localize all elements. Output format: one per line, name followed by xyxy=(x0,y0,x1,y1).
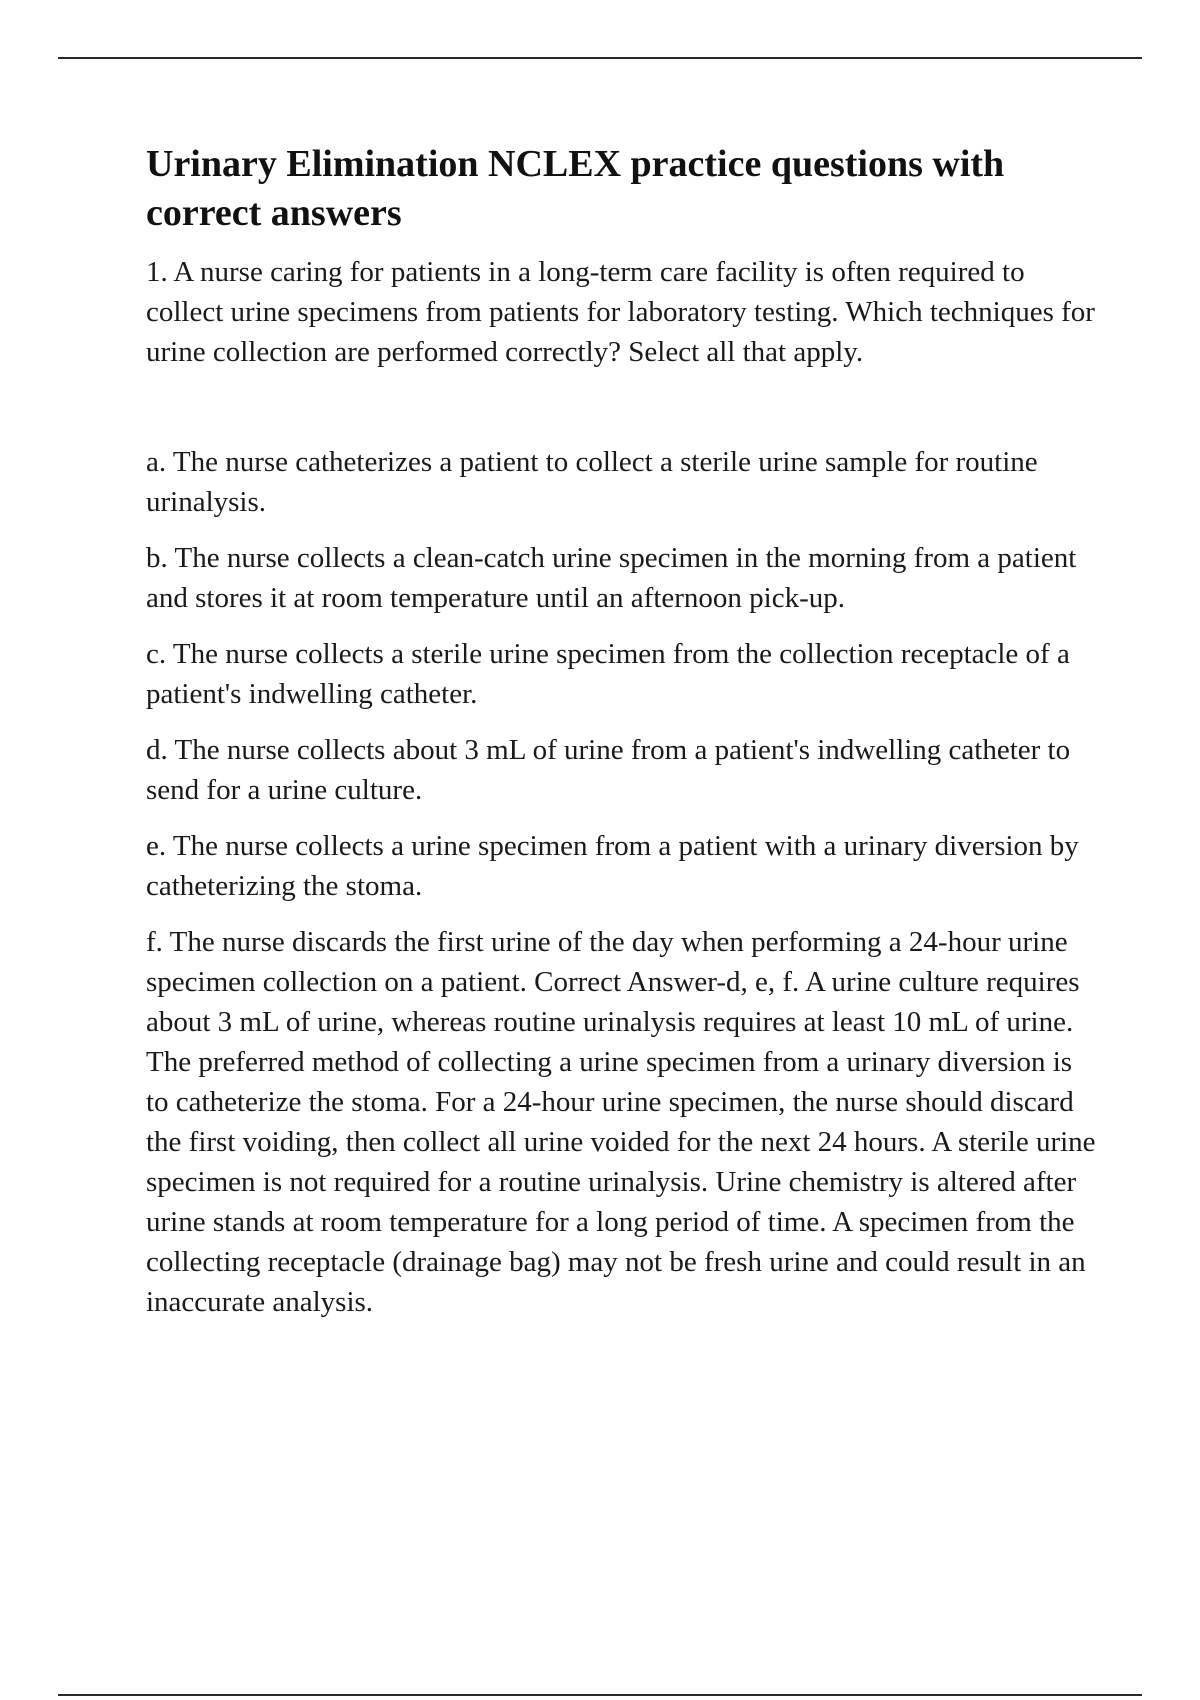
option-text: The nurse discards the first urine of the day when performing a 24-hour urine specimen collection on a patient. Correct Answer-d, e, f. A urine culture requires about 3 mL of urine, whereas routine urinalysis requires at least 10 mL of urine. The preferred method of collecting a urine specimen from a urinary diversion is to catheterize the stoma. For a 24-hour urine specimen, the nurse should discard the first voiding, then collect all urine voided for the next 24 hours. A sterile urine specimen is not required for a routine urinalysis. Urine chemistry is altered after urine stands at room temperature for a long period of time. A specimen from the collecting receptacle (drainage bag) may not be fresh urine and could result in an inaccurate analysis. xyxy=(146,926,1096,1318)
option-a xyxy=(146,442,1096,522)
option-d xyxy=(146,730,1096,810)
question-text: A nurse caring for patients in a long-term care facility is often required to collect urine specimens from patients for laboratory testing. Which techniques for urine collection are performed correctly? Select all that apply. xyxy=(146,256,1095,368)
option-letter: e. xyxy=(146,830,167,862)
option-text: The nurse collects a urine specimen from a patient with a urinary diversion by catheterizing the stoma. xyxy=(146,830,1079,902)
question-number: 1. xyxy=(146,256,168,288)
option-letter: c. xyxy=(146,638,167,670)
document-body xyxy=(146,140,1096,1338)
option-text: The nurse catheterizes a patient to collect a sterile urine sample for routine urinalysis. xyxy=(146,446,1038,518)
option-c xyxy=(146,634,1096,714)
option-letter: f. xyxy=(146,926,163,958)
question-1 xyxy=(146,252,1096,372)
option-text: The nurse collects a sterile urine specimen from the collection receptacle of a patient's indwelling catheter. xyxy=(146,638,1070,710)
option-text: The nurse collects a clean-catch urine specimen in the morning from a patient and stores it at room temperature until an afternoon pick-up. xyxy=(146,542,1077,614)
bottom-divider xyxy=(58,1694,1142,1696)
option-letter: b. xyxy=(146,542,168,574)
option-b xyxy=(146,538,1096,618)
option-f-with-answer xyxy=(146,922,1096,1322)
option-letter: a. xyxy=(146,446,167,478)
option-letter: d. xyxy=(146,734,168,766)
top-divider xyxy=(58,57,1142,59)
document-title: Urinary Elimination NCLEX practice questions with correct answers xyxy=(146,143,1005,234)
option-e xyxy=(146,826,1096,906)
option-text: The nurse collects about 3 mL of urine from a patient's indwelling catheter to send for a urine culture. xyxy=(146,734,1071,806)
